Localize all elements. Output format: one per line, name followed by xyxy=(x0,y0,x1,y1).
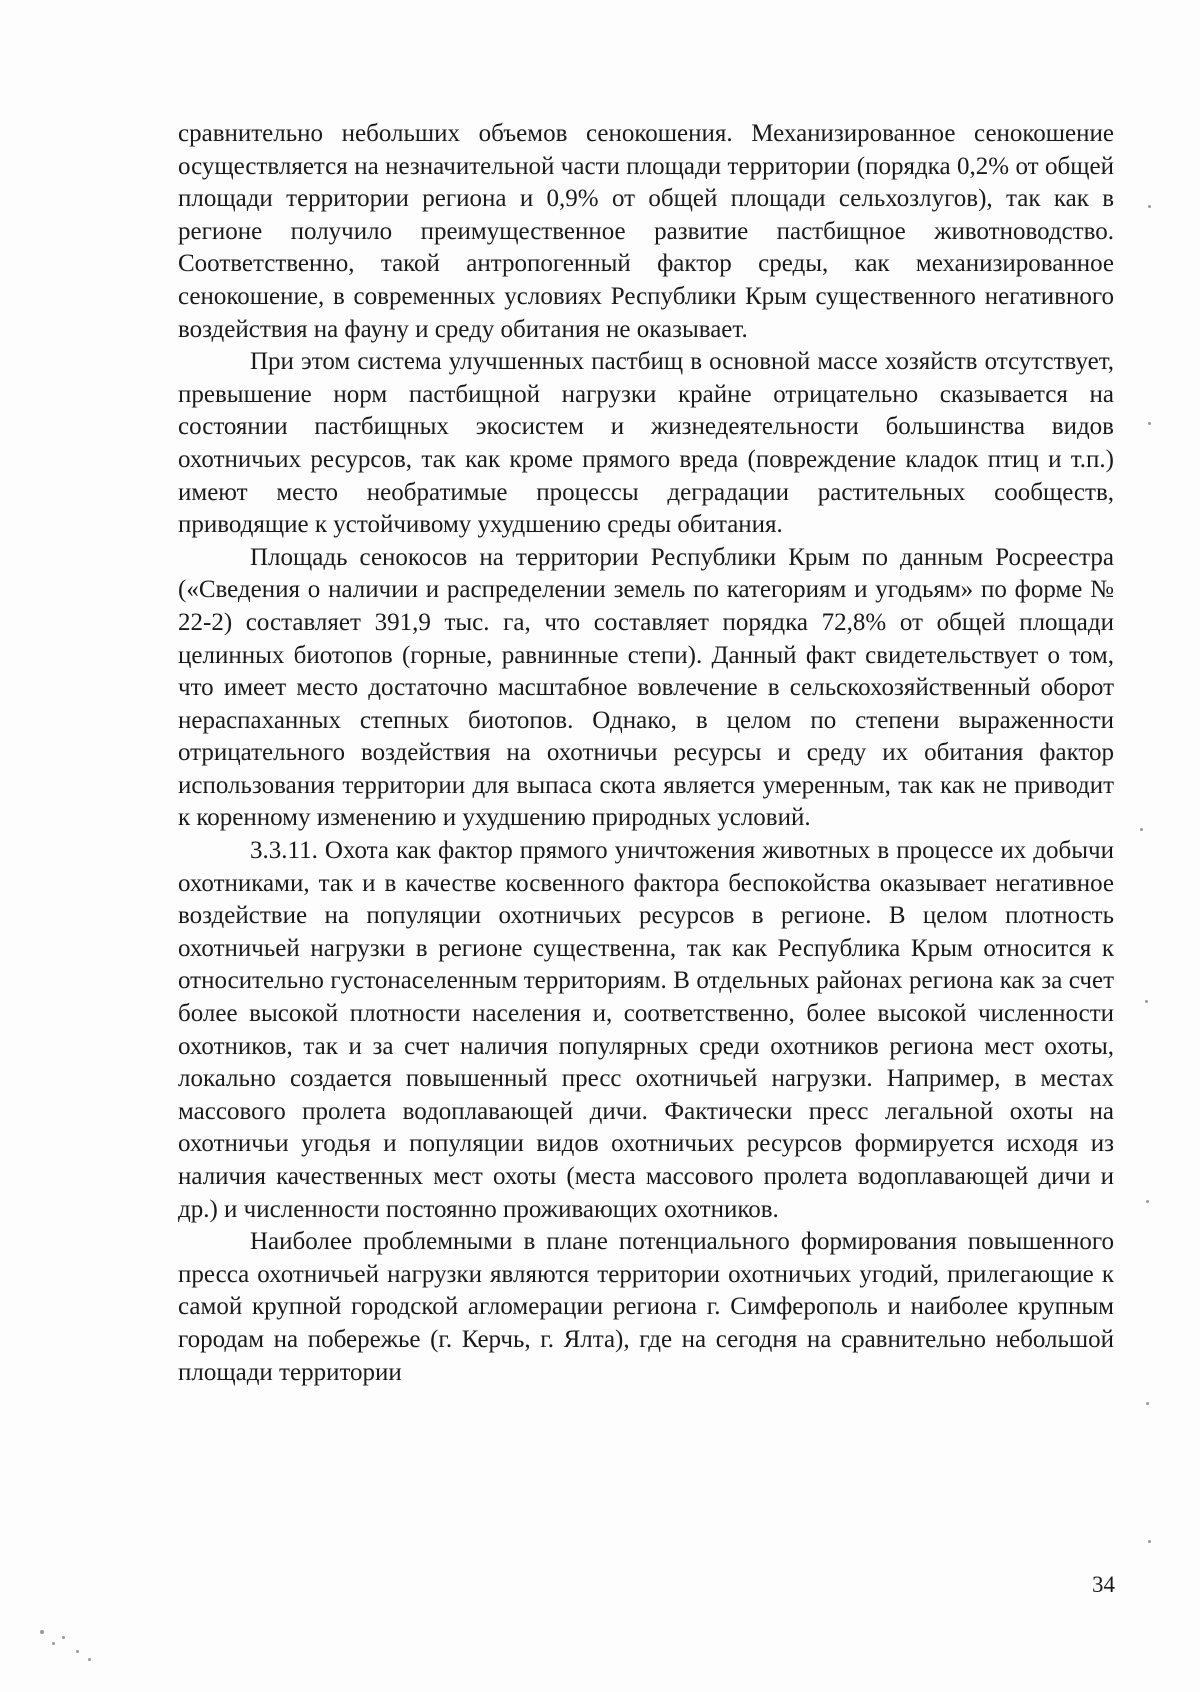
paragraph-4: 3.3.11. Охота как фактор прямого уничтожения животных в процессе их добычи охотниками, так и в качестве косвенного фактора беспокойства оказывает негативное воздействие на популяции охотничьих ресурсов в регионе. В целом плотность охотничьей нагрузки в регионе существенна, так как Республика Крым относится к относительно густонаселенным территориям. В отдельных районах региона как за счет более высокой плотности населения и, соответственно, более высокой численности охотников, так и за счет наличия популярных среди охотников региона мест охоты, локально создается повышенный пресс охотничьей нагрузки. Например, в местах массового пролета водоплавающей дичи. Фактически пресс легальной охоты на охотничьи угодья и популяции видов охотничьих ресурсов формируется исходя из наличия качественных мест охоты (места массового пролета водоплавающей дичи и др.) и численности постоянно проживающих охотников. xyxy=(178,837,1114,1223)
paragraph-2: При этом система улучшенных пастбищ в основной массе хозяйств отсутствует, превышение норм пастбищной нагрузки крайне отрицательно сказывается на состоянии пастбищных экосистем и жизнедеятельности большинства видов охотничьих ресурсов, так как кроме прямого вреда (повреждение кладок птиц и т.п.) имеют место необратимые процессы деградации растительных сообществ, приводящие к устойчивому ухудшению среды обитания. xyxy=(178,348,1114,539)
scan-speck xyxy=(1148,422,1151,425)
scan-speck xyxy=(62,1636,65,1639)
scan-speck xyxy=(1146,1200,1149,1203)
paragraph-3: Площадь сенокосов на территории Республики Крым по данным Росреестра («Сведения о наличии и распределении земель по категориям и угодьям» по форме № 22-2) составляет 391,9 тыс. га, что составляет порядка 72,8% от общей площади целинных биотопов (горные, равнинные степи). Данный факт свидетельствует о том, что имеет место достаточно масштабное вовлечение в сельскохозяйственный оборот нераспаханных степных биотопов. Однако, в целом по степени выраженности отрицательного воздействия на охотничьи ресурсы и среду их обитания фактор использования территории для выпаса скота является умеренным, так как не приводит к коренному изменению и ухудшению природных условий. xyxy=(178,543,1114,832)
scan-speck xyxy=(1148,205,1151,208)
scan-speck xyxy=(1140,828,1143,831)
scan-speck xyxy=(1148,1540,1151,1543)
paragraph-1: сравнительно небольших объемов сенокошения. Механизированное сенокошение осуществляется на незначительной части площади территории (порядка 0,2% от общей площади территории региона и 0,9% от общей площади сельхозлугов), так как в регионе получило преимущественное развитие пастбищное животноводство. Соответственно, такой антропогенный фактор среды, как механизированное сенокошение, в современных условиях Республики Крым существенного негативного воздействия на фауну и среду обитания не оказывает. xyxy=(178,120,1114,343)
scan-speck xyxy=(52,1642,55,1645)
paragraph-5: Наиболее проблемными в плане потенциального формирования повышенного пресса охотничьей нагрузки являются территории охотничьих угодий, прилегающие к самой крупной городской агломерации региона г. Симферополь и наиболее крупным городам на побережье (г. Керчь, г. Ялта), где на сегодня на сравнительно небольшой площади территории xyxy=(178,1228,1114,1386)
scan-speck xyxy=(76,1650,79,1653)
scan-speck xyxy=(1146,1402,1149,1405)
scan-speck xyxy=(40,1630,44,1634)
scan-speck xyxy=(88,1658,91,1661)
page-number: 34 xyxy=(1092,1572,1115,1597)
scan-speck xyxy=(1145,1000,1148,1003)
body-text xyxy=(178,118,1114,1389)
